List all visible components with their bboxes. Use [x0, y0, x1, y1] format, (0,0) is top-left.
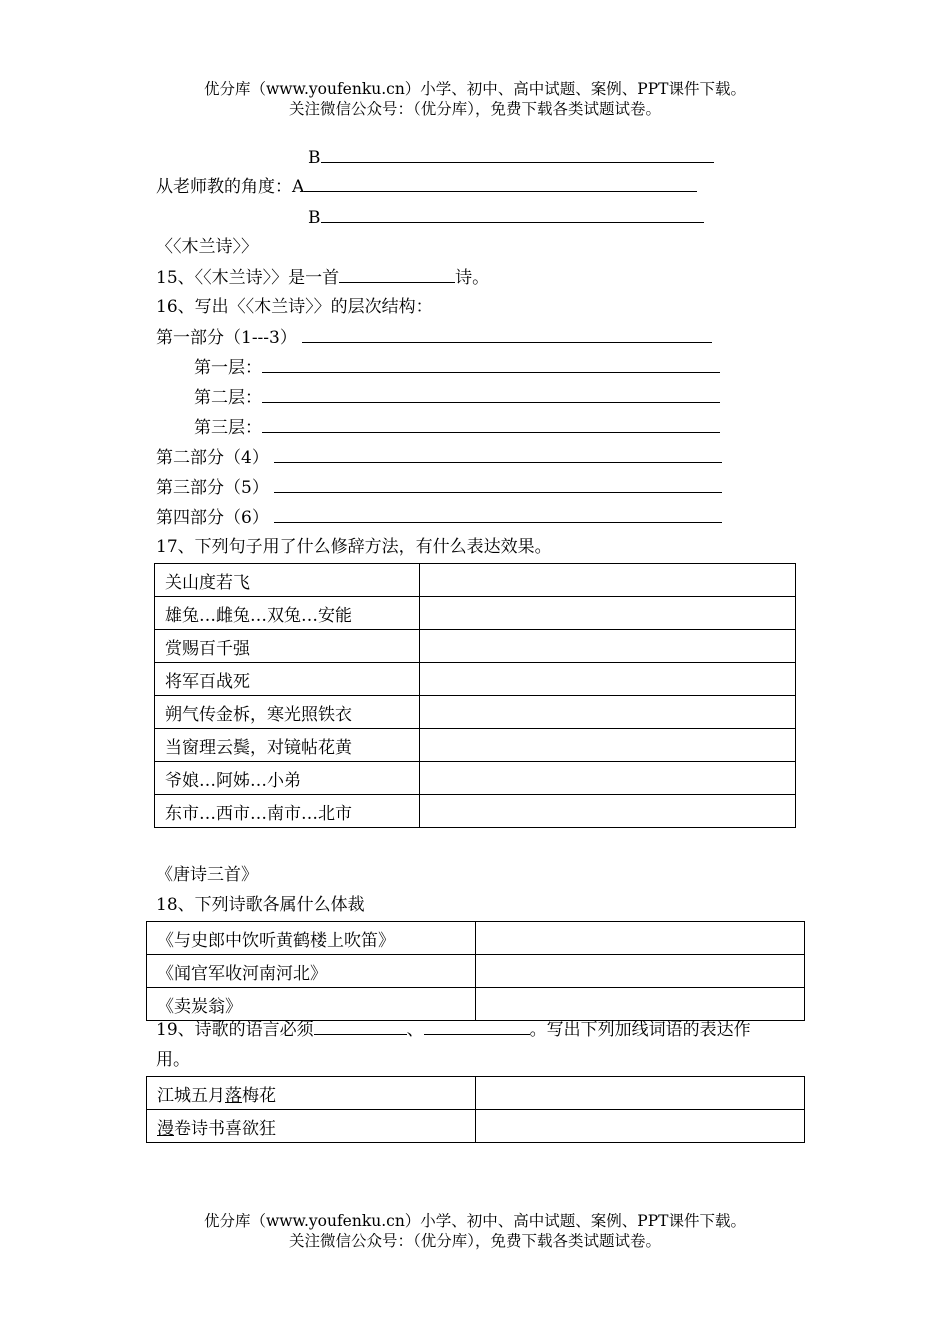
table-row	[155, 729, 796, 762]
table-row	[155, 564, 796, 597]
answer-cell[interactable]	[420, 795, 796, 828]
answer-b-line-1: B	[308, 146, 714, 169]
rhetoric-sentence: 将军百战死	[155, 663, 420, 696]
rhetoric-sentence: 爷娘…阿姊…小弟	[155, 762, 420, 795]
answer-cell[interactable]	[476, 988, 805, 1021]
word-table	[146, 1076, 805, 1143]
answer-cell[interactable]	[420, 729, 796, 762]
footer-line-2: 关注微信公众号：（优分库），免费下载各类试题试卷。	[288, 1232, 661, 1250]
poem-line: 漫卷诗书喜欲狂	[147, 1110, 476, 1143]
answer-blank[interactable]	[424, 1018, 530, 1035]
table-row	[155, 762, 796, 795]
answer-b-line-2: B	[308, 206, 704, 229]
answer-blank[interactable]	[262, 356, 720, 373]
underlined-word: 漫	[157, 1118, 174, 1139]
answer-cell[interactable]	[420, 597, 796, 630]
rhetoric-table	[154, 563, 796, 828]
answer-blank[interactable]	[321, 206, 704, 223]
table-row	[147, 988, 805, 1021]
question-16: 16、写出〈〈木兰诗〉〉的层次结构：	[156, 297, 433, 317]
question-17: 17、下列句子用了什么修辞方法，有什么表达效果。	[156, 537, 552, 557]
rhetoric-sentence: 东市…西市…南市…北市	[155, 795, 420, 828]
answer-cell[interactable]	[476, 1077, 805, 1110]
footer-line-1: 优分库（www.youfenku.cn）小学、初中、高中试题、案例、PPT课件下载。	[203, 1212, 747, 1230]
table-row	[155, 630, 796, 663]
rhetoric-sentence: 雄兔…雌兔…双兔…安能	[155, 597, 420, 630]
table-row	[147, 955, 805, 988]
poem-title: 《卖炭翁》	[147, 988, 476, 1021]
answer-cell[interactable]	[476, 1110, 805, 1143]
table-row	[147, 1110, 805, 1143]
answer-blank[interactable]	[321, 146, 714, 163]
table-row	[155, 795, 796, 828]
teacher-angle-line: 从老师教的角度：A	[156, 175, 697, 198]
answer-cell[interactable]	[476, 955, 805, 988]
answer-cell[interactable]	[420, 630, 796, 663]
part-3-line: 第三部分（5）	[156, 476, 722, 499]
header-line-2: 关注微信公众号：（优分库），免费下载各类试题试卷。	[288, 100, 661, 118]
answer-cell[interactable]	[420, 663, 796, 696]
answer-blank[interactable]	[274, 506, 722, 523]
poem-title: 《闻官军收河南河北》	[147, 955, 476, 988]
answer-blank[interactable]	[262, 416, 720, 433]
poem-title: 《与史郎中饮听黄鹤楼上吹笛》	[147, 922, 476, 955]
answer-cell[interactable]	[420, 762, 796, 795]
poem-line: 江城五月落梅花	[147, 1077, 476, 1110]
answer-blank[interactable]	[274, 476, 722, 493]
answer-blank[interactable]	[314, 1018, 407, 1035]
genre-table	[146, 921, 805, 1021]
answer-blank[interactable]	[339, 266, 455, 283]
mulan-title: 〈〈木兰诗〉〉	[156, 237, 258, 257]
part-2-line: 第二部分（4）	[156, 446, 722, 469]
answer-blank[interactable]	[304, 175, 697, 192]
underlined-word: 落	[225, 1085, 242, 1106]
answer-cell[interactable]	[476, 922, 805, 955]
table-row	[147, 922, 805, 955]
question-15: 15、〈〈木兰诗〉〉是一首 诗。	[156, 268, 490, 288]
answer-cell[interactable]	[420, 696, 796, 729]
answer-cell[interactable]	[420, 564, 796, 597]
question-19: 19、诗歌的语言必须 、 。写出下列加线词语的表达作	[156, 1020, 751, 1040]
table-row	[147, 1077, 805, 1110]
layer-2-line: 第二层：	[194, 386, 720, 409]
answer-blank[interactable]	[262, 386, 720, 403]
table-row	[155, 663, 796, 696]
rhetoric-sentence: 关山度若飞	[155, 564, 420, 597]
header-line-1: 优分库（www.youfenku.cn）小学、初中、高中试题、案例、PPT课件下载。	[203, 80, 747, 98]
rhetoric-sentence: 赏赐百千强	[155, 630, 420, 663]
answer-blank[interactable]	[274, 446, 722, 463]
part-4-line: 第四部分（6）	[156, 506, 722, 529]
table-row	[155, 597, 796, 630]
rhetoric-sentence: 朔气传金柝，寒光照铁衣	[155, 696, 420, 729]
layer-1-line: 第一层：	[194, 356, 720, 379]
table-row	[155, 696, 796, 729]
question-18: 18、下列诗歌各属什么体裁	[156, 895, 365, 915]
question-19-continued: 用。	[156, 1050, 190, 1070]
tang-title: 《唐诗三首》	[156, 865, 258, 885]
answer-blank[interactable]	[302, 326, 712, 343]
part-1-line: 第一部分（1---3）	[156, 326, 712, 349]
layer-3-line: 第三层：	[194, 416, 720, 439]
rhetoric-sentence: 当窗理云鬓，对镜帖花黄	[155, 729, 420, 762]
